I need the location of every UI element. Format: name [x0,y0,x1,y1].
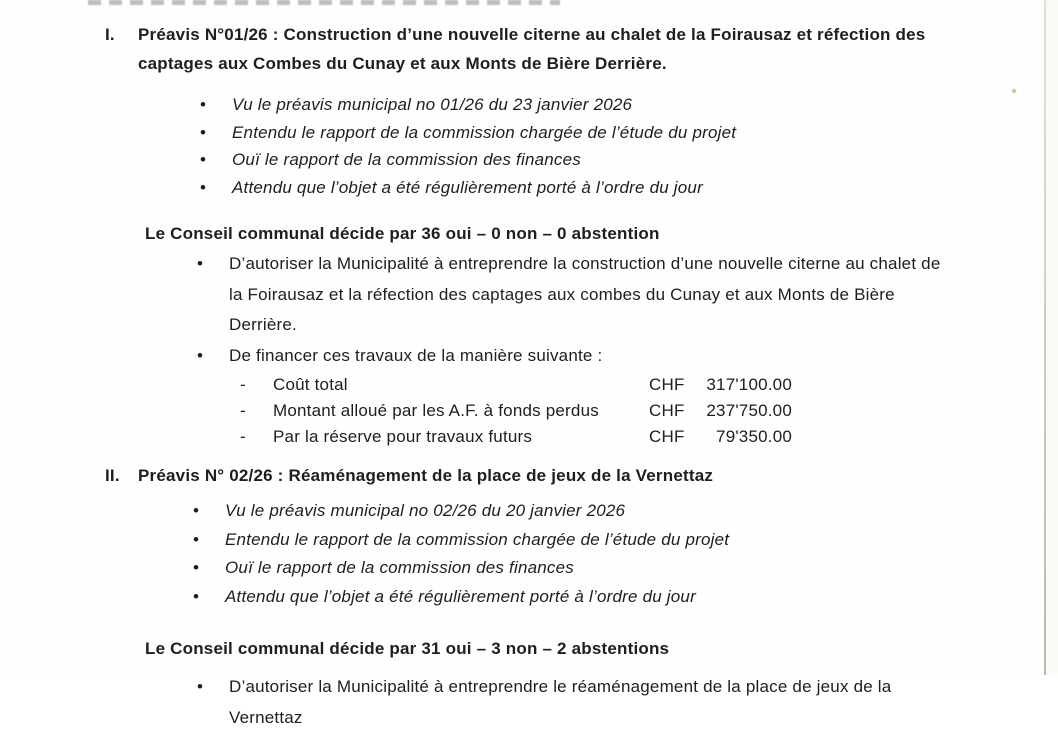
financing-label: Par la réserve pour travaux futurs [273,427,533,446]
bullet-icon: • [193,586,200,606]
decision-heading: Le Conseil communal décide par 31 oui – 3 non – 2 abstentions [145,639,670,658]
financing-currency: CHF [649,427,685,446]
consideration-text: Vu le préavis municipal no 01/26 du 23 janvier 2026 [232,95,633,114]
consideration-text: Entendu le rapport de la commission chargée de l’étude du projet [232,122,737,142]
consideration-item [193,526,1010,555]
consideration-text: Ouï le rapport de la commission des finances [232,150,581,169]
decision-item [197,341,1010,372]
decision-text: D’autoriser la Municipalité à entreprendre le réaménagement de la place de jeux de la Vernettaz [229,677,892,727]
consideration-item [193,583,1010,612]
financing-amount: 317'100.00 [706,375,792,394]
dash-icon: - [240,427,246,446]
section-title: Préavis N°01/26 : Construction d’une nouvelle citerne au chalet de la Foirausaz et réfection des captages aux Combes du Cunay et aux Monts de Bière Derrière. [138,25,926,73]
consideration-item [200,119,1010,147]
consideration-item [200,146,1010,174]
section-preavis-02-26 [105,461,1010,733]
financing-row [240,398,796,424]
section-title: Préavis N° 02/26 : Réaménagement de la place de jeux de la Vernettaz [138,466,714,485]
bullet-icon: • [200,95,207,114]
scan-cutoff-text-remnant [88,0,560,5]
consideration-text: Attendu que l’objet a été régulièrement porté à l’ordre du jour [225,586,696,606]
section-preavis-01-26 [105,20,1010,450]
section-numeral: I. [105,25,115,44]
section-numeral: II. [105,466,120,485]
decision-text: De financer ces travaux de la manière suivante : [229,345,603,365]
consideration-text: Ouï le rapport de la commission des finances [225,558,574,577]
consideration-item [200,91,1010,119]
scan-edge-line [1044,0,1046,675]
financing-label: Montant alloué par les A.F. à fonds perdus [273,401,599,420]
financing-currency: CHF [649,375,685,394]
bullet-icon: • [200,122,207,142]
consideration-item [193,554,1010,583]
financing-currency: CHF [649,401,685,420]
scan-edge-shade [1046,0,1058,675]
bullet-icon: • [197,677,204,696]
decision-heading: Le Conseil communal décide par 36 oui – 0 non – 0 abstention [145,224,660,243]
bullet-icon: • [200,177,207,197]
financing-table [240,372,796,450]
financing-row [240,372,796,398]
financing-amount: 237'750.00 [706,401,792,420]
bullet-icon: • [193,501,200,520]
bullet-icon: • [197,254,204,273]
dash-icon: - [240,375,246,394]
decision-item [197,249,1010,341]
consideration-text: Entendu le rapport de la commission chargée de l’étude du projet [225,529,730,549]
consideration-text: Vu le préavis municipal no 02/26 du 20 janvier 2026 [225,501,626,520]
consideration-item [193,497,1010,526]
bullet-icon: • [200,150,207,169]
considerations-list [200,91,1010,201]
financing-label: Coût total [273,375,348,394]
decisions-list [197,672,1010,733]
consideration-item [200,174,1010,202]
decision-text: D’autoriser la Municipalité à entreprendre la construction d’une nouvelle citerne au chalet de la Foirausaz et la réfection des captages aux combes du Cunay et aux Monts de Bière Derrière. [229,254,941,334]
bullet-icon: • [193,558,200,577]
decision-item [197,672,1010,733]
decisions-list [197,249,1010,371]
bullet-icon: • [193,529,200,549]
consideration-text: Attendu que l’objet a été régulièrement porté à l’ordre du jour [232,177,703,197]
bullet-icon: • [197,345,204,365]
considerations-list [193,497,1010,611]
section-heading [105,461,1010,490]
dash-icon: - [240,401,246,420]
scan-speck [1012,89,1016,93]
financing-row [240,424,796,450]
section-heading [105,20,1010,78]
financing-amount: 79'350.00 [716,427,792,446]
